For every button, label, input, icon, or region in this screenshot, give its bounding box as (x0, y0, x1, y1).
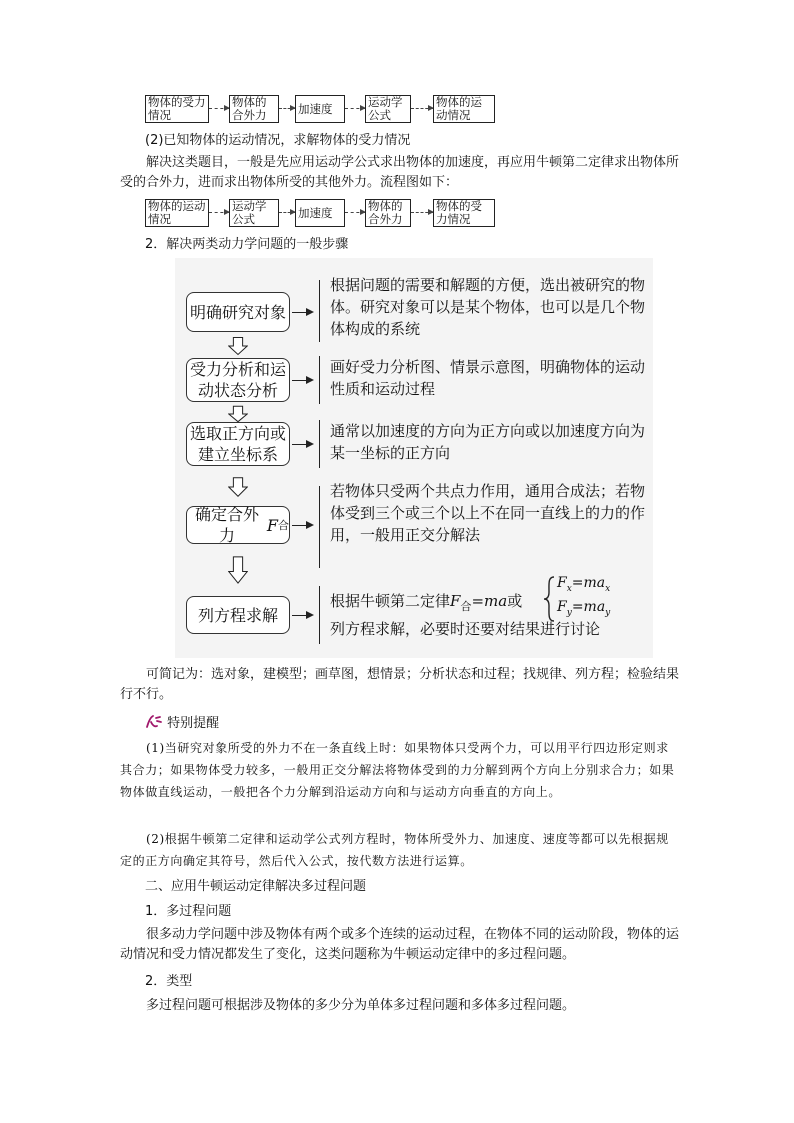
down-arrow-icon (228, 474, 248, 500)
part2-paragraph-2: 多过程问题可根据涉及物体的多少分为单体多过程问题和多体多过程问题。 (146, 998, 576, 1013)
brace-icon (543, 576, 555, 622)
flow2-box-net-force: 物体的合外力 (365, 199, 411, 227)
step1-bracket (319, 280, 320, 342)
step5-box: 列方程求解 (186, 596, 290, 634)
flow1-box-force-condition: 物体的受力情况 (145, 95, 209, 123)
steps-diagram (175, 258, 653, 658)
down-arrow-icon (228, 334, 248, 358)
step4-bracket (319, 486, 320, 568)
steps-heading: 2．解决两类动力学问题的一般步骤 (145, 237, 349, 252)
eq2-equals: = (571, 599, 584, 615)
step2-bracket (319, 356, 320, 404)
tip-icon (145, 714, 163, 730)
step2-box: 受力分析和运动状态分析 (186, 358, 290, 402)
step3-text: 通常以加速度的方向为正方向或以加速度方向为某一坐标的正方向 (330, 422, 646, 462)
eq2-ma: ma (583, 599, 606, 615)
flow2-box-kinematics: 运动学公式 (229, 199, 279, 227)
flow1-box-acceleration: 加速度 (295, 95, 345, 123)
eq1-equals: = (571, 575, 584, 591)
step4-box-label: 确定合外力 (194, 505, 259, 545)
step5-ma: ma (484, 592, 508, 610)
flow2-box-motion-condition: 物体的运动情况 (145, 199, 209, 227)
step5-equals: = (471, 592, 485, 610)
eq2-f: F (557, 599, 567, 615)
step5-text-a: 根据牛顿第二定律 (330, 592, 451, 610)
step5-line1 (330, 590, 530, 618)
step3-arrow (292, 444, 312, 445)
tip-paragraph-1: (1)当研究对象所受的外力不在一条直线上时：如果物体只受两个力，可以用平行四边形定则求其合力；如果物体受力较多，一般用正交分解法将物体受到的力分解到两个方向上分别求合力；如果物体做直线运动，一般把各个力分解到沿运动方向和与运动方向垂直的方向上。 (120, 741, 675, 799)
step4-box (186, 506, 290, 544)
flow2-arrow (345, 212, 365, 213)
step5-bracket (319, 586, 320, 644)
step5-subscript: 合 (460, 600, 472, 613)
step2-text: 画好受力分析图、情景示意图，明确物体的运动性质和运动过程 (330, 358, 646, 398)
eq1-sub: x (566, 583, 572, 594)
equation-y (557, 599, 610, 618)
summary-paragraph: 可简记为：选对象，建模型；画草图，想情景；分析状态和过程；找规律、列方程；检验结果行不行。 (120, 667, 680, 702)
step1-box: 明确研究对象 (186, 292, 290, 332)
flow2-box-force-condition: 物体的受力情况 (433, 199, 495, 227)
step1-text: 根据问题的需要和解题的方便，选出被研究的物体。研究对象可以是某个物体，也可以是几个物体构成的系统 (330, 276, 646, 338)
tip-header (145, 712, 219, 732)
part2-title: 二、应用牛顿运动定律解决多过程问题 (145, 879, 367, 894)
part2-heading-2: 2．类型 (145, 974, 193, 989)
flowchart-1 (145, 95, 495, 125)
eq2-sub: y (566, 607, 572, 618)
flow1-box-net-force: 物体的合外力 (229, 95, 279, 123)
eq1-ma: ma (583, 575, 606, 591)
part2-paragraph-1: 很多动力学问题中涉及物体有两个或多个连续的运动过程，在物体不同的运动阶段，物体的运动情况和受力情况都发生了变化，这类问题称为牛顿运动定律中的多过程问题。 (120, 927, 680, 962)
step4-box-symbol: F (266, 515, 278, 535)
flow1-box-kinematics: 运动学公式 (365, 95, 411, 123)
flowchart-2 (145, 199, 495, 229)
tip-title: 特别提醒 (167, 716, 220, 731)
down-arrow-icon (228, 552, 248, 588)
step2-arrow (292, 380, 312, 381)
section2-paragraph: 解决这类题目，一般是先应用运动学公式求出物体的加速度，再应用牛顿第二定律求出物体所受的合外力，进而求出物体所受的其他外力。流程图如下： (120, 155, 680, 190)
flow1-arrow (345, 108, 365, 109)
flow2-arrow (279, 212, 295, 213)
step5-symbol-f: F (450, 592, 461, 610)
flow1-box-motion-condition: 物体的运动情况 (433, 95, 495, 123)
flow1-arrow (209, 108, 229, 109)
step5-line2: 列方程求解，必要时还要对结果进行讨论 (330, 620, 601, 638)
step5-arrow (292, 615, 312, 616)
step1-arrow (292, 312, 312, 313)
eq1-f: F (557, 575, 567, 591)
step5-or: 或 (507, 592, 523, 610)
flow2-arrow (411, 212, 433, 213)
step4-text: 若物体只受两个共点力作用，通用合成法；若物体受到三个或三个以上不在同一直线上的力的作用，一般用正交分解法 (330, 482, 646, 544)
equation-x (557, 575, 610, 594)
eq1-ma-sub: x (605, 583, 611, 594)
step4-arrow (292, 525, 312, 526)
part2-heading-1: 1．多过程问题 (145, 904, 232, 919)
flow2-box-acceleration: 加速度 (295, 199, 345, 227)
flow1-arrow (279, 108, 295, 109)
flow1-arrow (411, 108, 433, 109)
step4-box-subscript: 合 (278, 518, 289, 532)
tip-paragraph-2: (2)根据牛顿第二定律和运动学公式列方程时，物体所受外力、加速度、速度等都可以先根据规定的正方向确定其符号，然后代入公式，按代数方法进行运算。 (120, 832, 669, 868)
section2-heading: (2)已知物体的运动情况，求解物体的受力情况 (145, 133, 411, 148)
flow2-arrow (209, 212, 229, 213)
step3-bracket (319, 420, 320, 468)
eq2-ma-sub: y (605, 607, 611, 618)
step3-box: 选取正方向或建立坐标系 (186, 422, 290, 466)
